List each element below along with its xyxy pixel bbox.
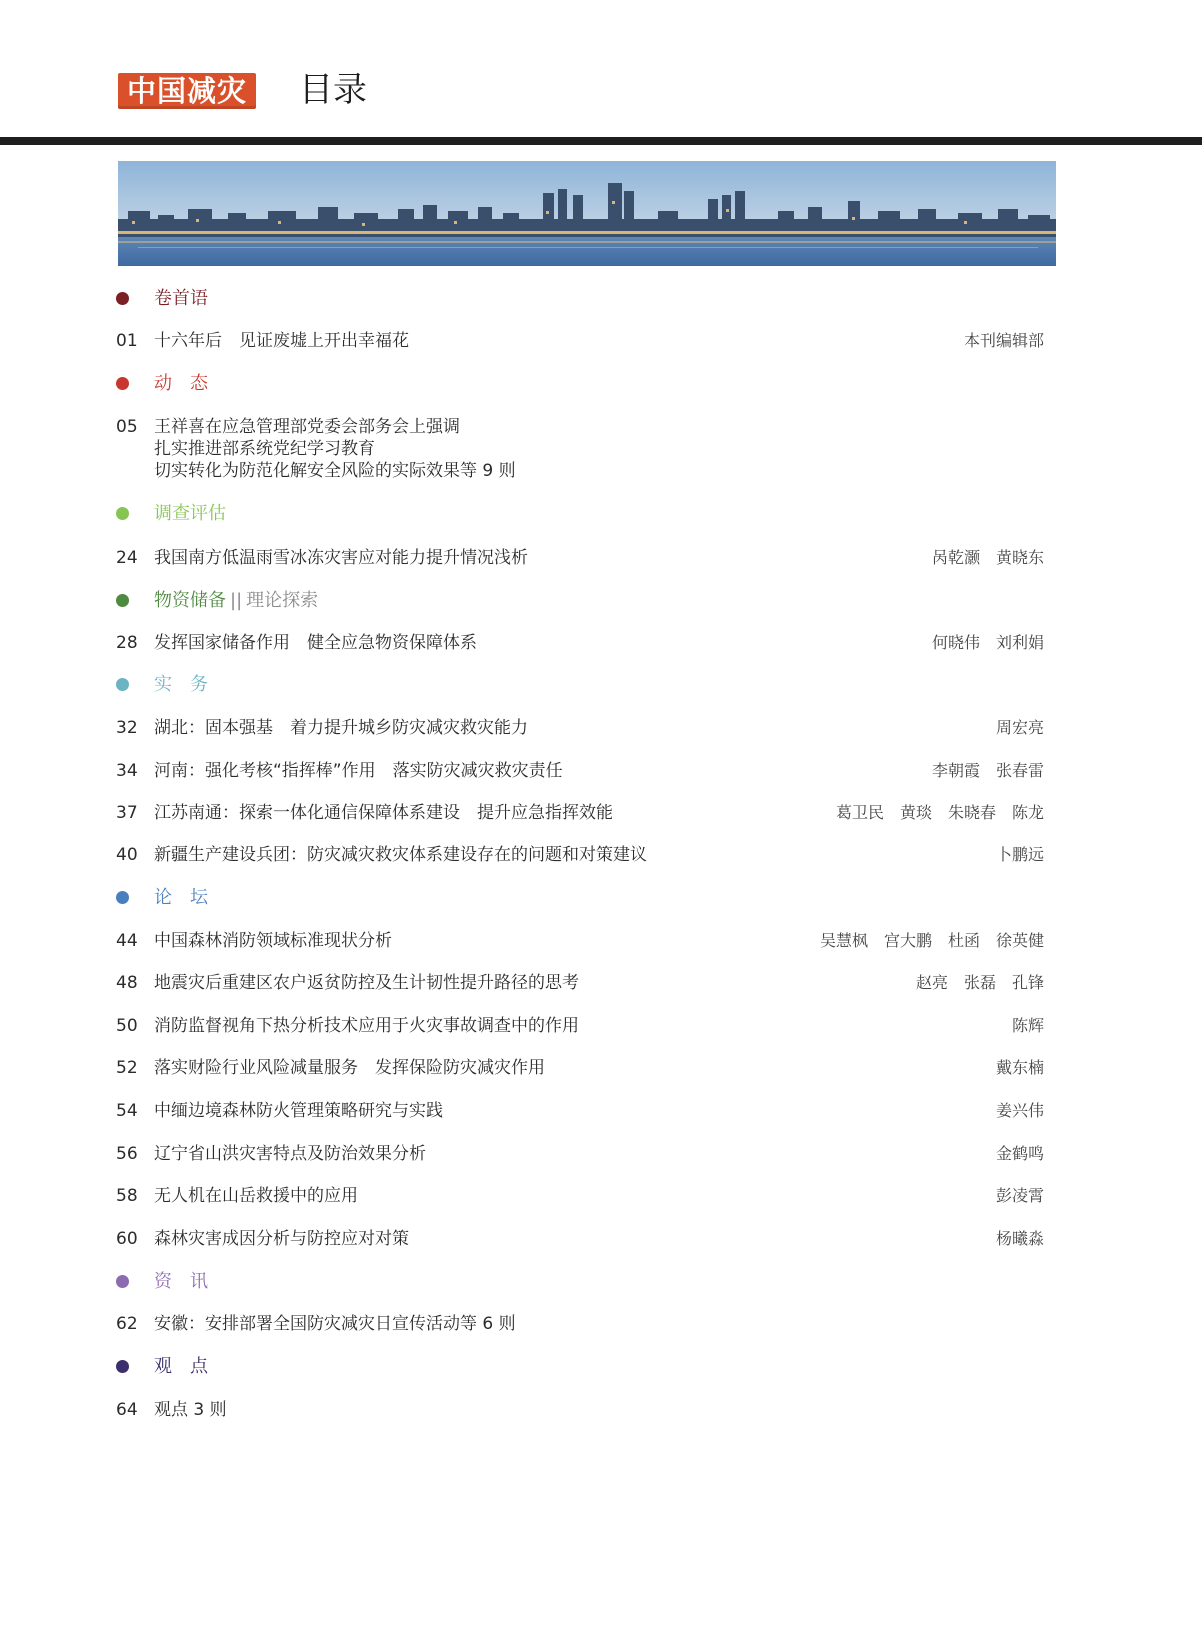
page-number: 54 <box>116 1101 138 1121</box>
article-title-line: 扎实推进部系统党纪学习教育 <box>154 439 375 459</box>
toc-entry[interactable] <box>114 1097 1044 1125</box>
section-label: 卷首语 <box>154 288 208 309</box>
article-author: 卜鹏远 <box>995 845 1044 864</box>
page-number: 58 <box>116 1186 138 1206</box>
article-title-line: 切实转化为防范化解安全风险的实际效果等 9 则 <box>154 461 516 481</box>
article-title[interactable]: 我国南方低温雨雪冰冻灾害应对能力提升情况浅析 <box>154 548 528 568</box>
page-number: 50 <box>116 1016 138 1036</box>
article-author: 金鹤鸣 <box>995 1144 1044 1163</box>
section-header <box>114 1353 1044 1381</box>
page-number: 56 <box>116 1144 138 1164</box>
page-number: 48 <box>116 973 138 993</box>
article-author: 葛卫民 黄琰 朱晓春 陈龙 <box>835 803 1044 822</box>
article-title[interactable]: 中缅边境森林防火管理策略研究与实践 <box>154 1101 443 1121</box>
toc-entry[interactable] <box>114 799 1044 827</box>
article-title[interactable]: 发挥国家储备作用 健全应急物资保障体系 <box>154 633 477 653</box>
section-header <box>114 1268 1044 1296</box>
section-header <box>114 671 1044 699</box>
page-number: 37 <box>116 803 138 823</box>
section-label: 调查评估 <box>154 503 226 524</box>
toc-entry[interactable] <box>114 629 1044 657</box>
article-author: 李朝霞 张春雷 <box>931 761 1044 780</box>
article-title[interactable]: 江苏南通：探索一体化通信保障体系建设 提升应急指挥效能 <box>154 803 613 823</box>
article-author: 陈辉 <box>1011 1016 1044 1035</box>
section-bullet-icon <box>116 292 129 305</box>
page-number: 05 <box>116 417 138 437</box>
article-title[interactable]: 落实财险行业风险减量服务 发挥保险防灾减灾作用 <box>154 1058 545 1078</box>
toc-entry[interactable] <box>114 927 1044 955</box>
page-number: 52 <box>116 1058 138 1078</box>
toc-entry[interactable] <box>114 1225 1044 1253</box>
page-number: 40 <box>116 845 138 865</box>
page-number: 32 <box>116 718 138 738</box>
page-title: 目录 <box>299 70 367 110</box>
section-separator: || <box>230 590 243 611</box>
section-header <box>114 500 1044 528</box>
header-divider <box>0 137 1202 145</box>
toc-entry[interactable] <box>114 969 1044 997</box>
page-number: 28 <box>116 633 138 653</box>
article-title[interactable]: 新疆生产建设兵团：防灾减灾救灾体系建设存在的问题和对策建议 <box>154 845 647 865</box>
page-number: 62 <box>116 1314 138 1334</box>
article-author: 周宏亮 <box>995 718 1044 737</box>
section-label: 论 坛 <box>154 887 208 908</box>
magazine-logo[interactable]: 中国减灾 <box>118 73 256 109</box>
toc-entry[interactable] <box>114 841 1044 869</box>
page-number: 34 <box>116 761 138 781</box>
skyline-image <box>118 161 1056 266</box>
section-label: 资 讯 <box>154 1271 208 1292</box>
section-bullet-icon <box>116 891 129 904</box>
section-bullet-icon <box>116 1360 129 1373</box>
article-author: 吴慧枫 宫大鹏 杜函 徐英健 <box>819 931 1044 950</box>
page-number: 01 <box>116 331 138 351</box>
section-bullet-icon <box>116 507 129 520</box>
article-author: 呙乾灏 黄晓东 <box>931 548 1044 567</box>
toc-entry[interactable] <box>114 327 1044 355</box>
section-bullet-icon <box>116 1275 129 1288</box>
article-title[interactable]: 无人机在山岳救援中的应用 <box>154 1186 358 1206</box>
toc-entry[interactable] <box>114 1182 1044 1210</box>
section-label-main: 物资储备 <box>154 590 226 611</box>
section-header <box>114 587 1044 615</box>
toc-entry[interactable] <box>114 757 1044 785</box>
section-header <box>114 884 1044 912</box>
section-bullet-icon <box>116 377 129 390</box>
article-title[interactable]: 消防监督视角下热分析技术应用于火灾事故调查中的作用 <box>154 1016 579 1036</box>
header <box>0 0 1202 148</box>
article-title[interactable]: 安徽：安排部署全国防灾减灾日宣传活动等 6 则 <box>154 1314 516 1334</box>
article-title[interactable]: 观点 3 则 <box>154 1400 227 1420</box>
article-title[interactable]: 河南：强化考核“指挥棒”作用 落实防灾减灾救灾责任 <box>154 761 563 781</box>
section-label: 观 点 <box>154 1356 208 1377</box>
toc-entry[interactable] <box>114 1054 1044 1082</box>
page-number: 44 <box>116 931 138 951</box>
article-author: 何晓伟 刘利娟 <box>931 633 1044 652</box>
article-author: 杨曦淼 <box>995 1229 1044 1248</box>
article-title-line: 王祥喜在应急管理部党委会部务会上强调 <box>154 417 460 437</box>
article-author: 赵亮 张磊 孔锋 <box>915 973 1044 992</box>
page-number: 24 <box>116 548 138 568</box>
section-header <box>114 285 1044 313</box>
article-title[interactable]: 地震灾后重建区农户返贫防控及生计韧性提升路径的思考 <box>154 973 579 993</box>
page-number: 60 <box>116 1229 138 1249</box>
section-header <box>114 370 1044 398</box>
toc-entry[interactable] <box>114 1012 1044 1040</box>
article-author: 彭凌霄 <box>995 1186 1044 1205</box>
section-label <box>154 587 318 615</box>
city-skyline-banner <box>118 161 1056 266</box>
toc-entry[interactable] <box>114 1396 1044 1424</box>
toc-entry[interactable] <box>114 1310 1044 1338</box>
toc-entry[interactable] <box>114 544 1044 572</box>
article-author: 姜兴伟 <box>995 1101 1044 1120</box>
article-title[interactable]: 辽宁省山洪灾害特点及防治效果分析 <box>154 1144 426 1164</box>
section-label-sub: 理论探索 <box>246 590 319 611</box>
article-author: 本刊编辑部 <box>963 331 1044 350</box>
article-title[interactable]: 十六年后 见证废墟上开出幸福花 <box>154 331 409 351</box>
toc-entry[interactable] <box>114 1140 1044 1168</box>
section-bullet-icon <box>116 678 129 691</box>
article-title[interactable] <box>154 416 516 482</box>
section-label: 实 务 <box>154 674 208 695</box>
article-title[interactable]: 湖北：固本强基 着力提升城乡防灾减灾救灾能力 <box>154 718 528 738</box>
toc-entry[interactable] <box>114 714 1044 742</box>
article-title[interactable]: 中国森林消防领域标准现状分析 <box>154 931 392 951</box>
article-title[interactable]: 森林灾害成因分析与防控应对对策 <box>154 1229 409 1249</box>
section-bullet-icon <box>116 594 129 607</box>
article-author: 戴东楠 <box>995 1058 1044 1077</box>
page-number: 64 <box>116 1400 138 1420</box>
toc-entry[interactable] <box>114 413 1044 483</box>
section-label: 动 态 <box>154 373 208 394</box>
